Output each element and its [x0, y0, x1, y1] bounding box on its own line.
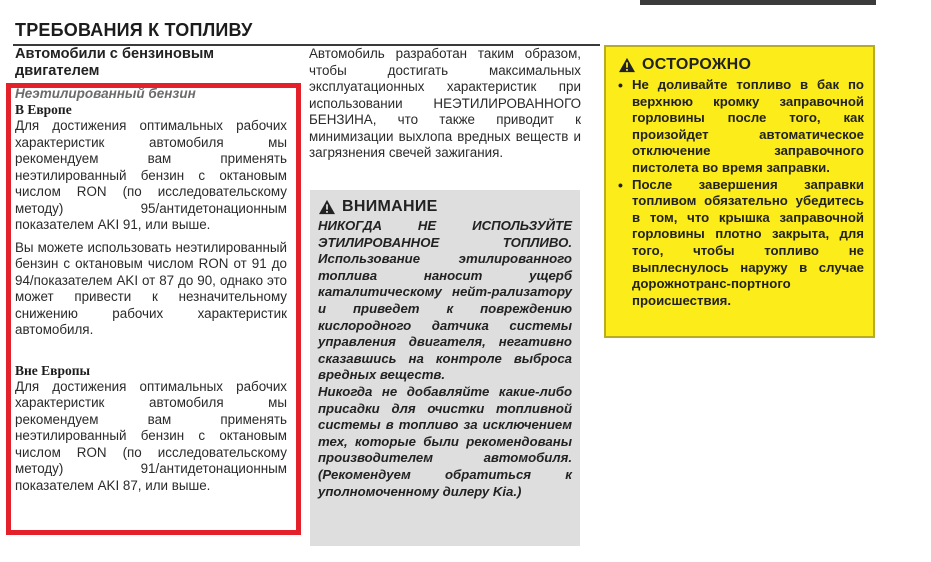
gasoline-column: [15, 86, 287, 494]
attention-paragraph-1: НИКОГДА НЕ ИСПОЛЬЗУЙТЕ ЭТИЛИРОВАННОЕ ТОПЛИВО. Использование этилированного топлива наносит ущерб каталитическому нейт-рализатору и приведет к повреждению кислородного датчика системы управления двигателя, негативно сказавшись на контроле выброса вредных веществ.: [318, 218, 572, 383]
europe-paragraph-2: Вы можете использовать неэтилированный бензин с октановым числом RON от 91 до 94/показателем AKI от 87 до 90, однако это может привести к незначительному снижению рабочих характеристик автомобиля.: [15, 239, 287, 337]
page-title: ТРЕБОВАНИЯ К ТОПЛИВУ: [15, 20, 253, 40]
caution-title-row: [618, 56, 864, 74]
caution-item: • После завершения заправки топливом обязательно убедитесь в том, что крышка заправочной горловины плотно закрыта, для того, чтобы топливо не выплеснулось наружу в случае дорожнотранс-портного происшествия.: [618, 177, 864, 310]
attention-title-row: [318, 198, 572, 216]
caution-list: [618, 77, 864, 309]
intro-paragraph: Автомобиль разработан таким образом, чтобы достигать максимальных эксплуатационных характеристик при использовании НЕЭТИЛИРОВАННОГО БЕНЗИНА, что также приводит к минимизации выхлопа вредных веществ и загрязнения свечей зажигания.: [309, 46, 581, 160]
attention-box: [310, 190, 580, 546]
warning-triangle-icon: [618, 57, 636, 73]
top-bar-decoration: [640, 0, 876, 5]
outside-europe-paragraph: Для достижения оптимальных рабочих характеристик автомобиля мы рекомендуем вам применять неэтилированный бензин с октановым числом RON (по исследовательскому методу) 91/антидетонационным показателем AKI 87, или выше.: [15, 378, 287, 493]
europe-paragraph-1: Для достижения оптимальных рабочих характеристик автомобиля мы рекомендуем вам применять неэтилированный бензин с октановым числом RON (по исследовательскому методу) 95/антидетонационным показателем AKI 91, или выше.: [15, 118, 287, 232]
caution-title: ОСТОРОЖНО: [642, 56, 752, 73]
attention-title: ВНИМАНИЕ: [342, 198, 438, 215]
unleaded-label: Неэтилированный бензин: [15, 86, 196, 101]
outside-europe-heading: Вне Европы: [15, 362, 91, 378]
europe-heading: В Европе: [15, 102, 72, 117]
caution-box: [604, 45, 875, 338]
gasoline-section-heading: Автомобили с бензиновым двигателем: [15, 46, 215, 79]
intro-column: [309, 46, 581, 162]
warning-triangle-icon: [318, 199, 336, 215]
caution-item: • Не доливайте топливо в бак по верхнюю кромку заправочной горловины после того, как произойдет автоматическое отключение заправочного пистолета во время заправки.: [618, 77, 864, 177]
attention-paragraph-2: Никогда не добавляйте какие-либо присадки для очистки топливной системы в топливо за исключением тех, которые были рекомендованы производителем автомобиля. (Рекомендуем обратиться к уполномоченному дилеру Kia.): [318, 383, 572, 499]
